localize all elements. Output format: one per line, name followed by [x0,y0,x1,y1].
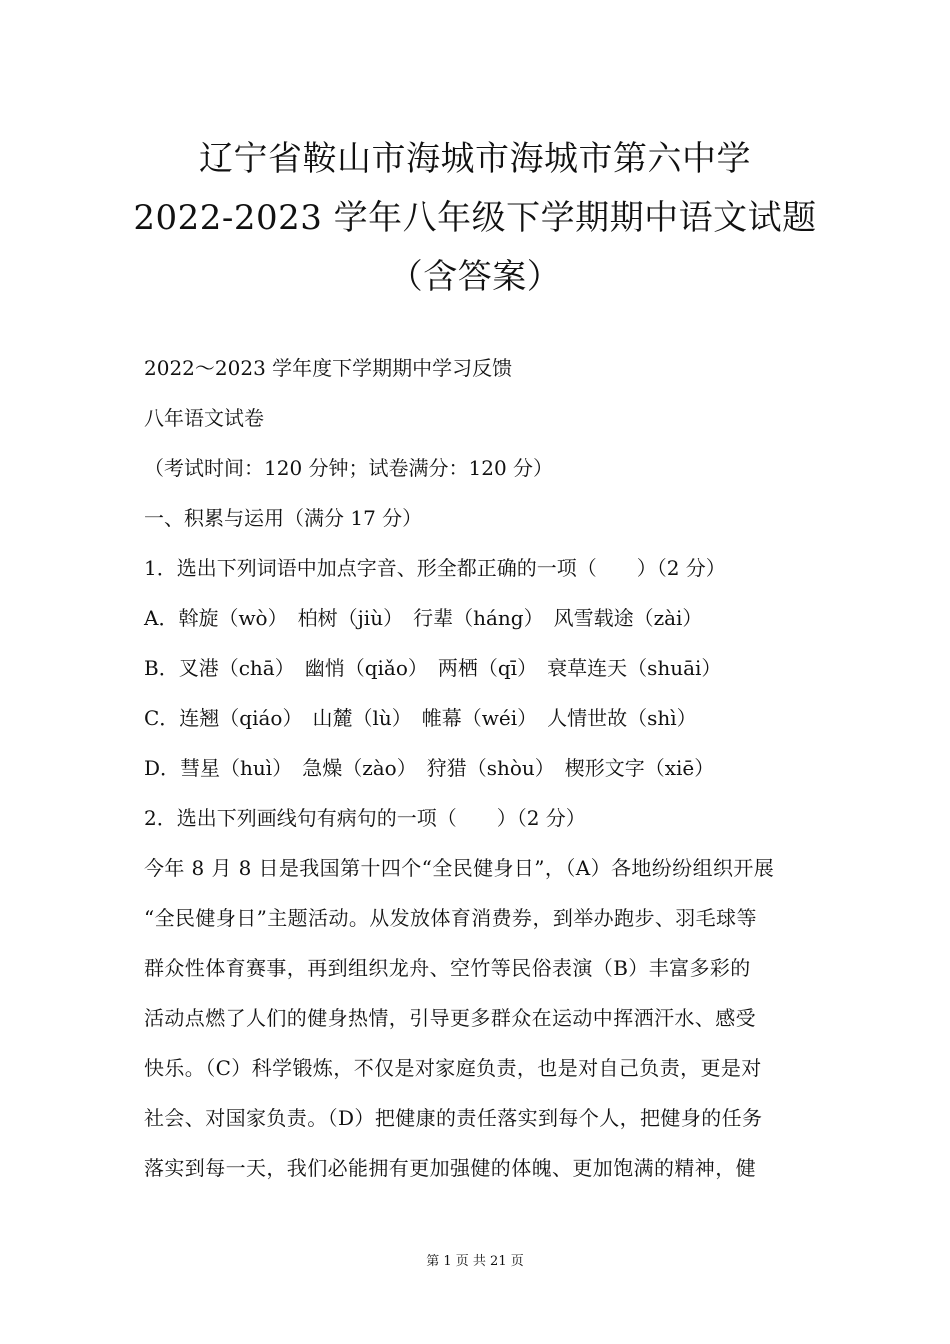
paper-name: 八年语文试卷 [144,406,264,430]
question-1-option-c: C．连翘（qiáo） 山麓（lù） 帷幕（wéi） 人情世故（shì） [144,706,697,730]
question-2-stem: 2．选出下列画线句有病句的一项（ ）（2 分） [144,806,586,830]
question-1-stem: 1．选出下列词语中加点字音、形全都正确的一项（ ）（2 分） [144,556,726,580]
section-heading: 一、积累与运用（满分 17 分） [144,506,423,530]
passage-line: “全民健身日”主题活动。从发放体育消费券，到举办跑步、羽毛球等 [144,906,757,930]
passage-line: 活动点燃了人们的健身热情，引导更多群众在运动中挥洒汗水、感受 [144,1006,756,1030]
passage-line: 今年 8 月 8 日是我国第十四个“全民健身日”，（A）各地纷纷组织开展 [144,856,775,880]
title-line-1: 辽宁省鞍山市海城市海城市第六中学 [199,139,751,179]
passage-line: 群众性体育赛事，再到组织龙舟、空竹等民俗表演（B）丰富多彩的 [144,956,751,980]
title-line-2: 2022-2023 学年八年级下学期期中语文试题 [133,198,817,238]
title-line-3: （含答案） [388,257,562,297]
passage-line: 快乐。（C）科学锻炼，不仅是对家庭负责，也是对自己负责，更是对 [144,1056,762,1080]
passage-line: 落实到每一天，我们必能拥有更加强健的体魄、更加饱满的精神，健 [144,1156,756,1180]
question-1-option-d: D．彗星（huì） 急燥（zào） 狩猎（shòu） 楔形文字（xiē） [144,756,715,780]
question-1-option-b: B．叉港（chā） 幽悄（qiǎo） 两栖（qī） 衰草连天（shuāi） [144,656,722,680]
exam-subtitle: 2022～2023 学年度下学期期中学习反馈 [144,356,513,380]
exam-info: （考试时间：120 分钟；试卷满分：120 分） [144,456,554,480]
question-1-option-a: A．斡旋（wò） 柏树（jiù） 行辈（háng） 风雪载途（zài） [144,606,703,630]
page-number-footer: 第 1 页 共 21 页 [426,1254,524,1269]
passage-line: 社会、对国家负责。（D）把健康的责任落实到每个人，把健身的任务 [144,1106,763,1130]
